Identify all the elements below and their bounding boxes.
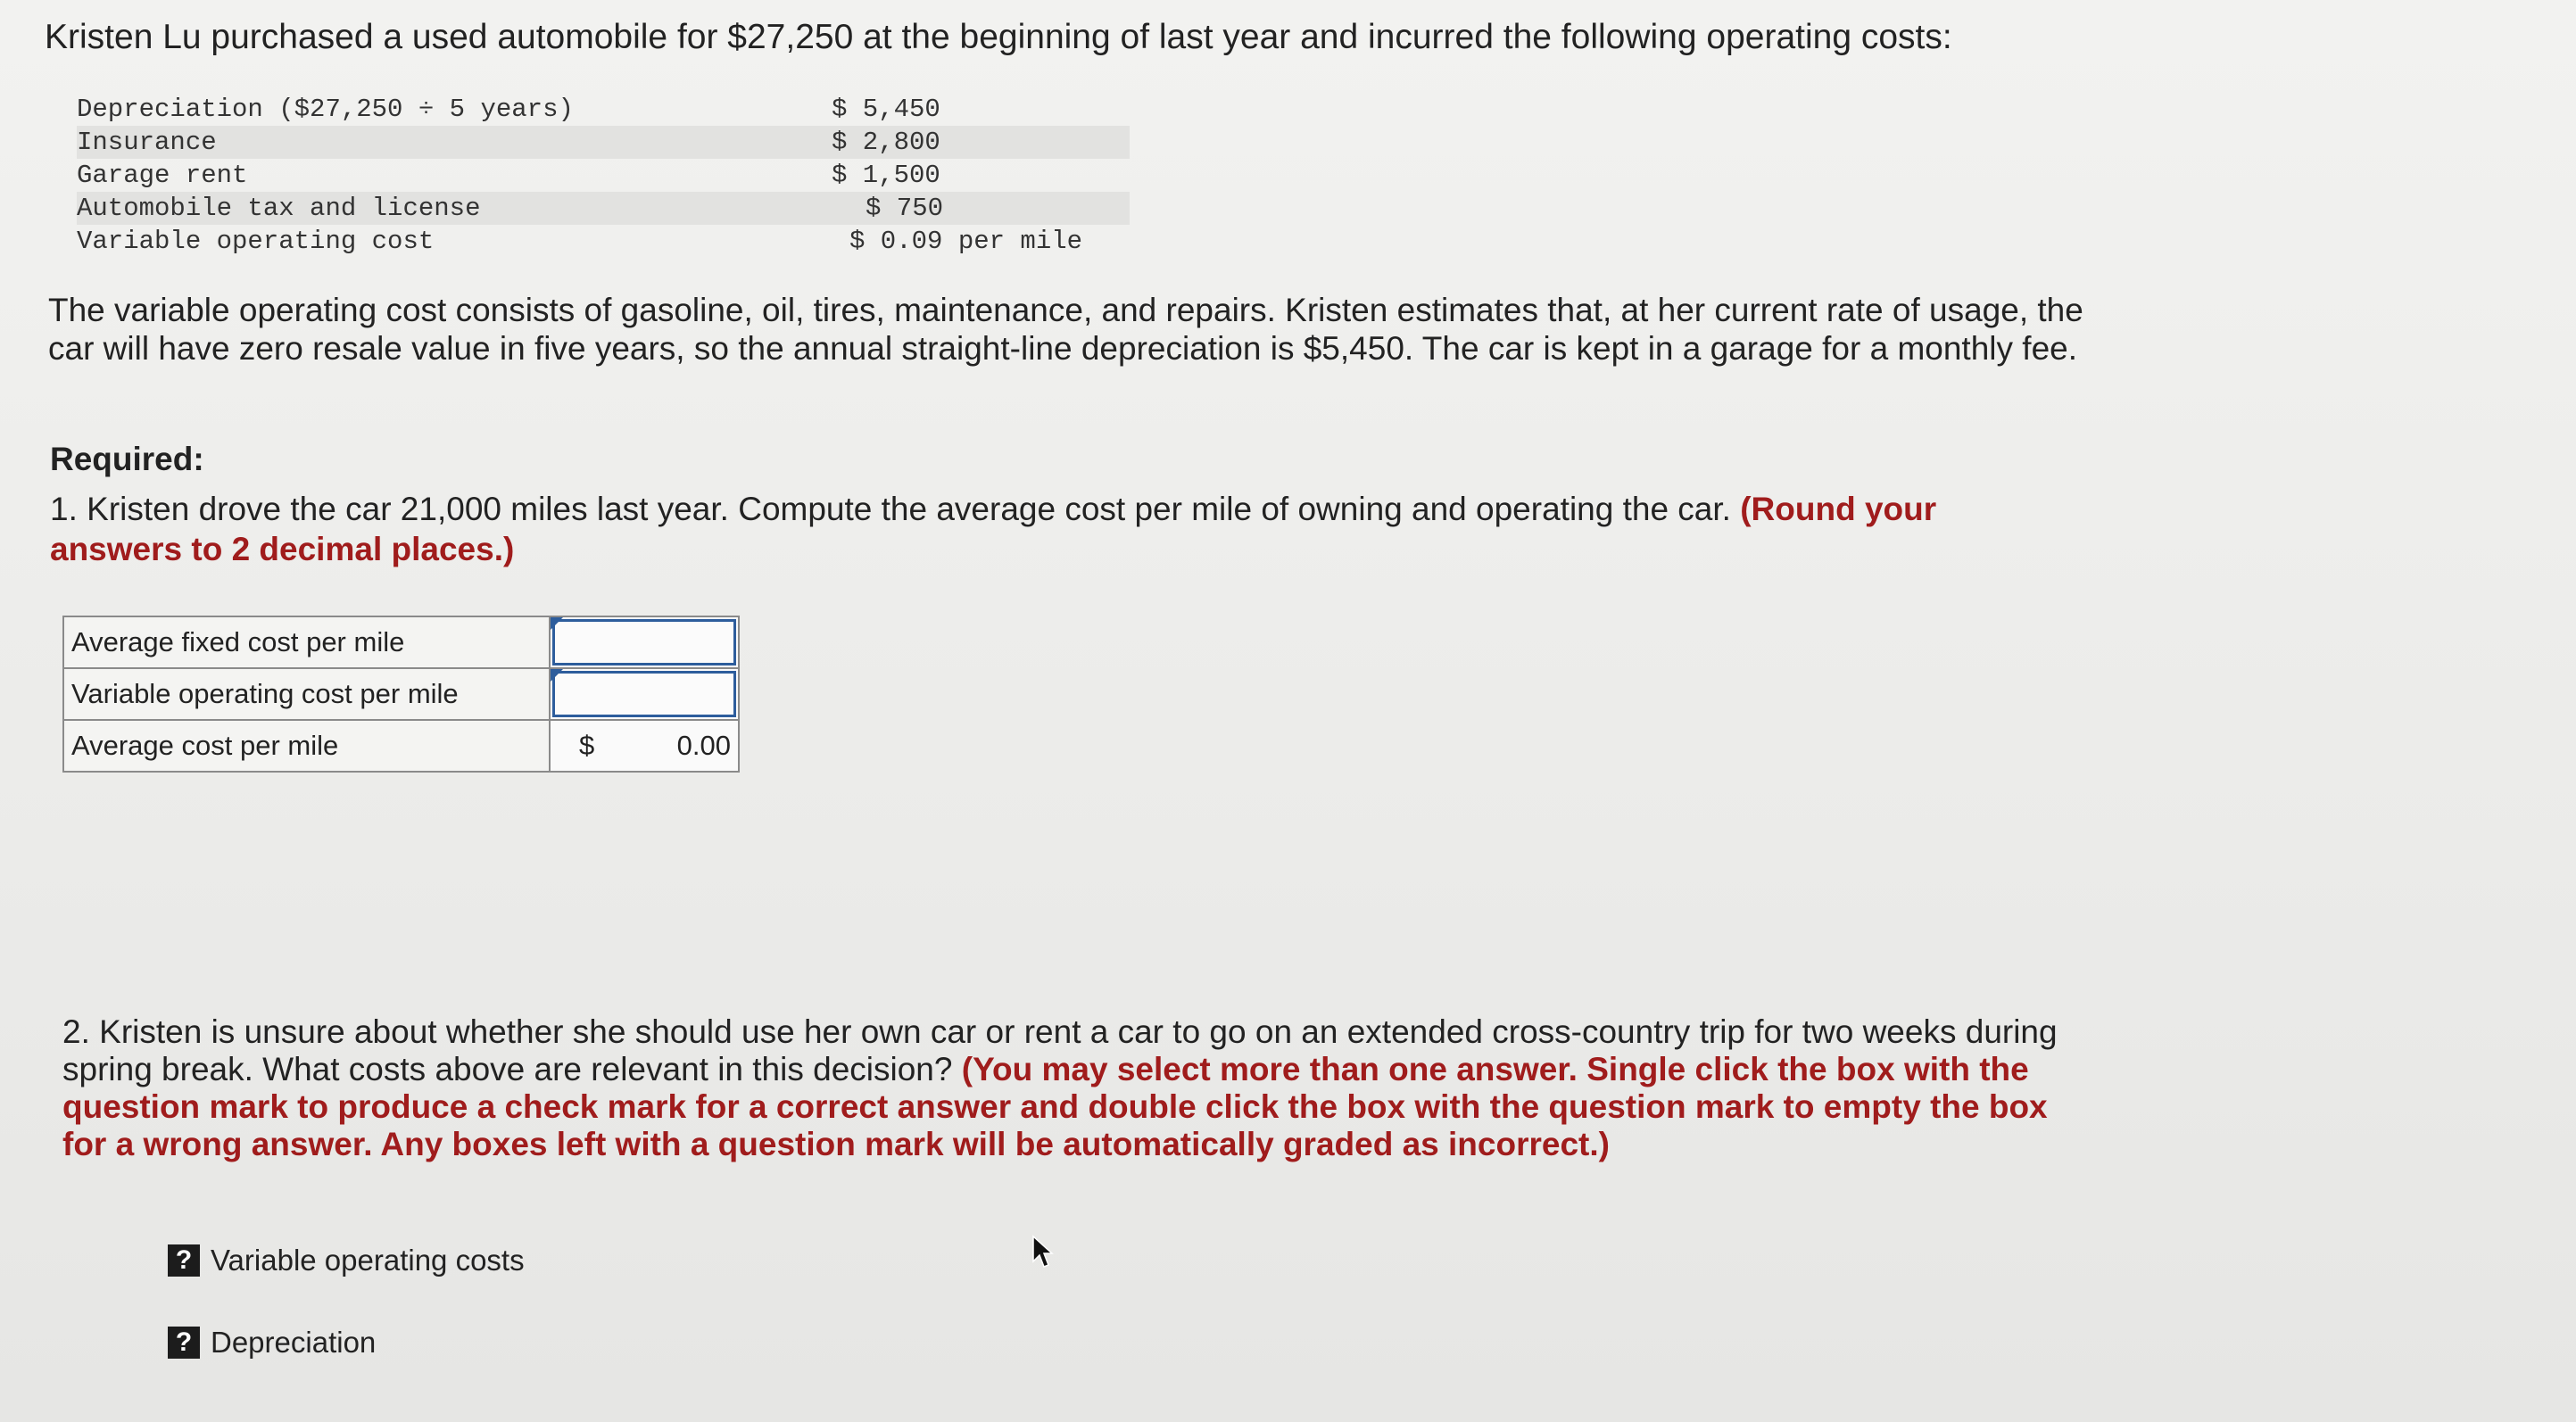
question-2-text: 2. Kristen is unsure about whether she should use her own car or rent a car to go on an extended cross-country trip for two weeks during spring break. What costs above are relevant in this decision? [62, 1013, 2058, 1087]
problem-description: The variable operating cost consists of gasoline, oil, tires, maintenance, and repairs. Kristen estimates that, at her current rate of usage, the car will have zero resale value in five years, so the annual straight-line depreciation is $5,450. The car is kept in a garage for a monthly fee. [48, 292, 2083, 367]
cost-value: $ 0.09 per mile [849, 227, 1083, 256]
cost-label: Variable operating cost [77, 227, 435, 256]
input-marker-icon [551, 669, 563, 682]
question-mark-checkbox[interactable]: ? [168, 1327, 200, 1359]
average-fixed-cost-cell[interactable] [550, 616, 739, 668]
question-2 [62, 1013, 2079, 1163]
cost-row-depreciation [77, 93, 1130, 126]
question-mark-checkbox[interactable]: ? [168, 1244, 200, 1277]
choice-variable-operating-costs[interactable] [168, 1244, 525, 1277]
row-label: Average fixed cost per mile [63, 616, 550, 668]
choice-label: Variable operating costs [211, 1244, 525, 1277]
currency-symbol: $ [579, 730, 595, 761]
problem-intro: Kristen Lu purchased a used automobile for $27,250 at the beginning of last year and incurred the following operating costs: [45, 18, 1952, 56]
row-label: Variable operating cost per mile [63, 668, 550, 720]
average-fixed-cost-input[interactable] [552, 619, 736, 666]
choice-depreciation[interactable] [168, 1326, 376, 1360]
question-1-text: 1. Kristen drove the car 21,000 miles last year. Compute the average cost per mile of owning and operating the car. [50, 491, 1731, 527]
required-heading: Required: [50, 441, 204, 477]
cost-row-tax-license [77, 192, 1130, 225]
cost-label: Automobile tax and license [77, 194, 481, 223]
question-1 [50, 489, 2058, 569]
cost-row-insurance [77, 126, 1130, 159]
cost-label: Garage rent [77, 161, 248, 190]
average-cost-value: 0.00 [676, 730, 731, 761]
question-1-note: (Round your answers to 2 decimal places.) [50, 491, 1937, 567]
variable-cost-per-mile-input[interactable] [552, 671, 736, 717]
mouse-cursor-icon [1031, 1235, 1055, 1270]
input-marker-icon [551, 617, 563, 630]
choice-label: Depreciation [211, 1326, 377, 1359]
cost-value: $ 750 [866, 194, 944, 223]
question-2-note: (You may select more than one answer. Single click the box with the question mark to produce a check mark for a correct answer and double click the box with the question mark to empty the box for a wrong answer. Any boxes left with a question mark will be automatically graded as incorrect.) [62, 1051, 2048, 1162]
cost-row-garage-rent [77, 159, 1130, 192]
cost-value: $ 2,800 [832, 128, 940, 157]
answer-table [62, 616, 740, 773]
row-label: Average cost per mile [63, 720, 550, 772]
average-cost-total-cell [550, 720, 739, 772]
cost-label: Depreciation ($27,250 ÷ 5 years) [77, 95, 574, 124]
table-row [63, 720, 739, 772]
cost-value: $ 1,500 [832, 161, 940, 190]
cost-value: $ 5,450 [832, 95, 940, 124]
operating-costs-table [77, 93, 1130, 258]
table-row [63, 616, 739, 668]
table-row [63, 668, 739, 720]
cost-row-variable-cost [77, 225, 1130, 258]
cost-label: Insurance [77, 128, 217, 157]
variable-cost-cell[interactable] [550, 668, 739, 720]
